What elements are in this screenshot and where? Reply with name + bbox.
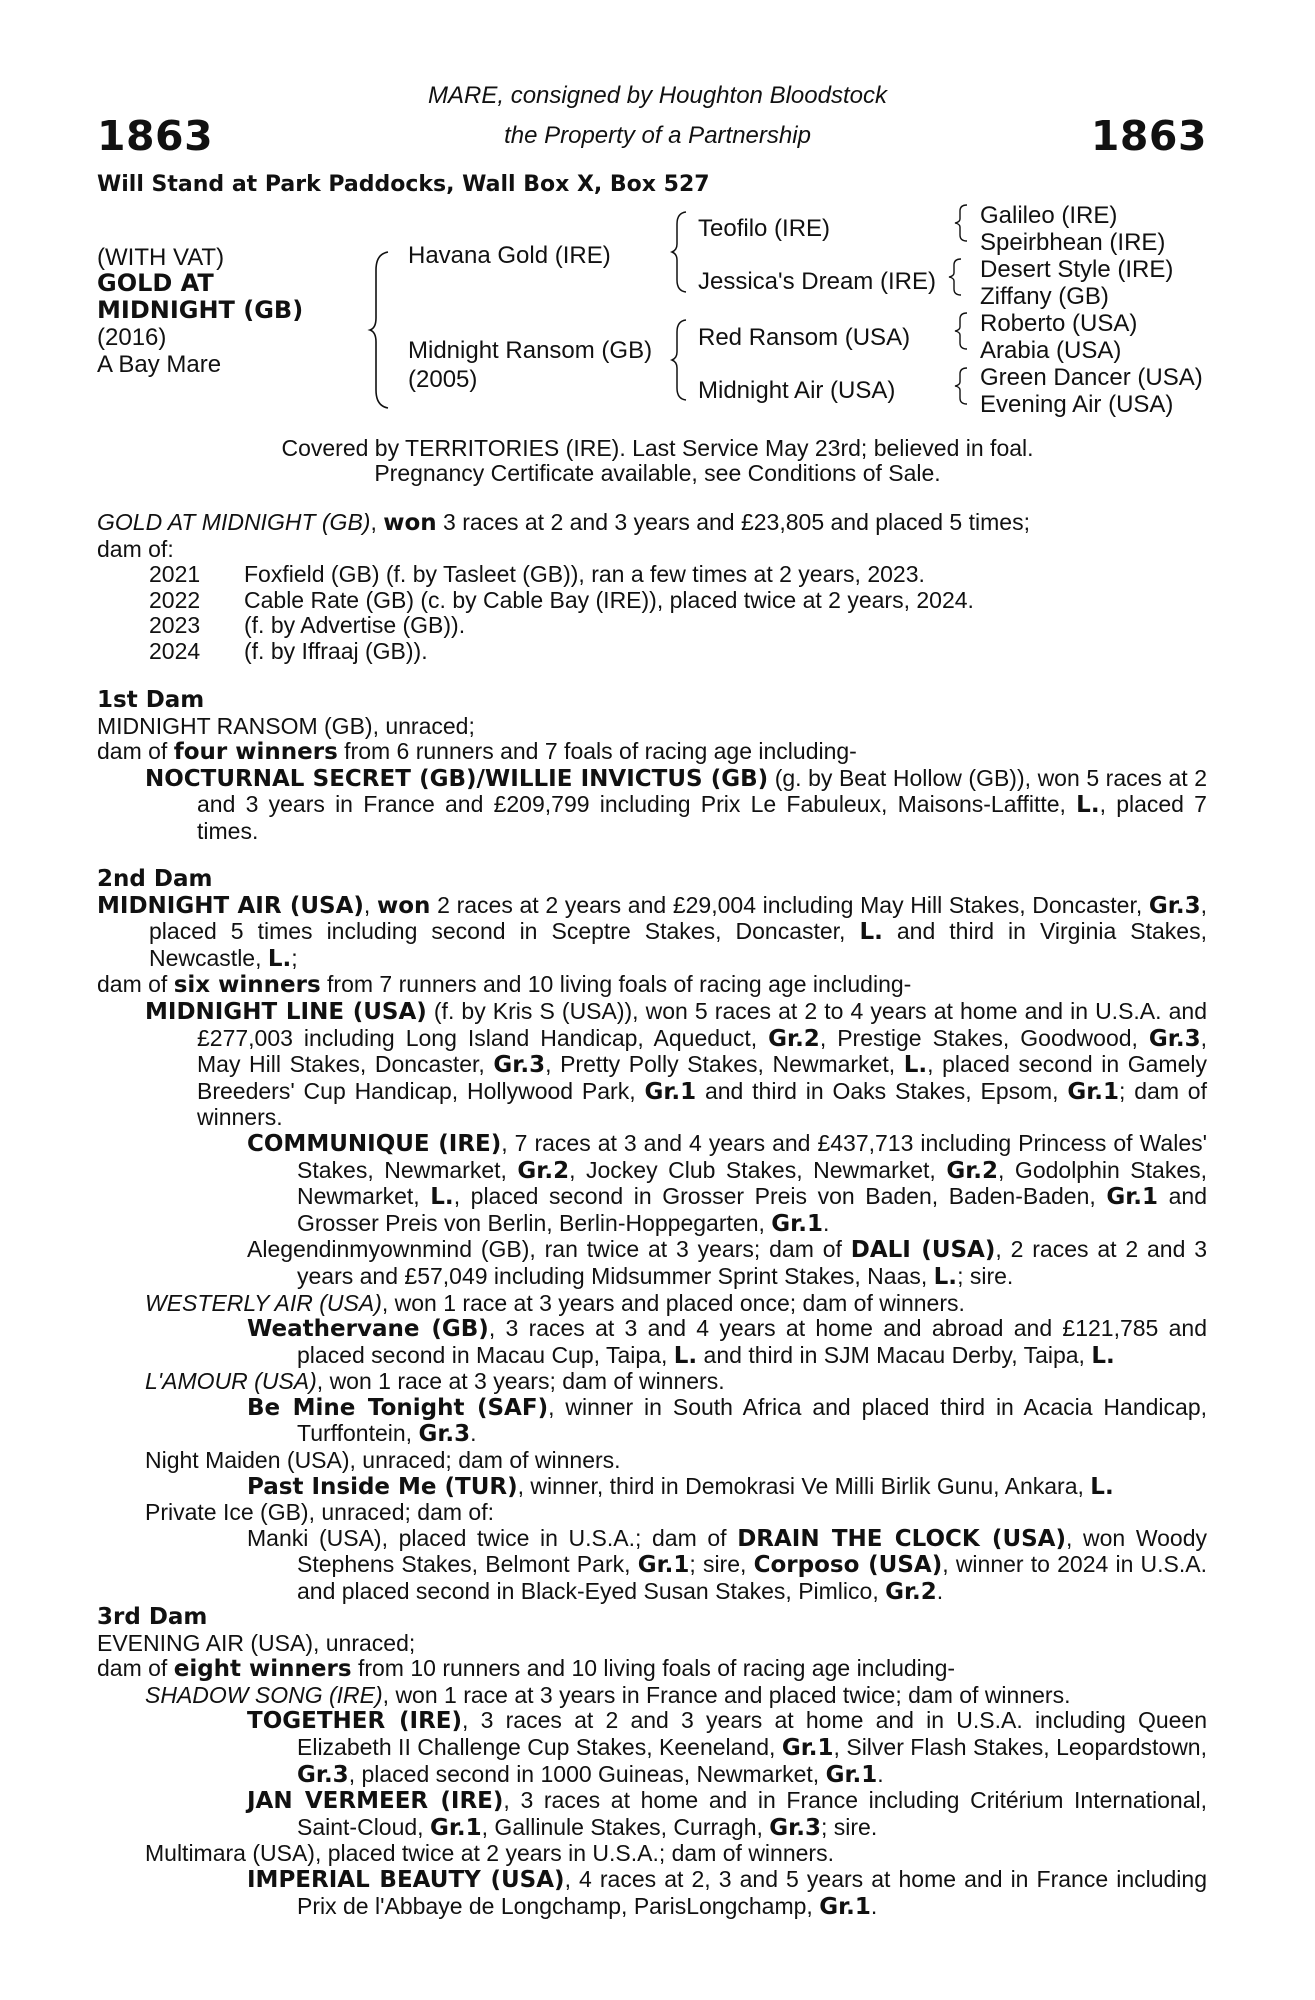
- third-dam-dam-of: dam of eight winners from 10 runners and 10 living foals of racing age including-: [97, 1655, 956, 1683]
- pedigree-dam: Midnight Ransom (GB): [408, 337, 653, 364]
- intro-won: won: [383, 510, 437, 536]
- horse-name-line2: MIDNIGHT (GB): [97, 296, 304, 324]
- pedigree-dam-year: (2005): [408, 366, 478, 393]
- horse-year: (2016): [97, 324, 167, 351]
- multimara-entry: Multimara (USA), placed twice at 2 years in U.S.A.; dam of winners.: [145, 1840, 834, 1867]
- private-ice-entry: Private Ice (GB), unraced; dam of:: [145, 1499, 494, 1526]
- alegendinmyownmind-entry: Alegendinmyownmind (GB), ran twice at 3 years; dam of DALI (USA), 2 races at 2 and 3 years and £57,049 including Midsummer Sprint Stakes, Naas, L.; sire.: [247, 1236, 1208, 1290]
- pedigree-sire-sire: Teofilo (IRE): [698, 215, 831, 242]
- imperial-beauty-entry: IMPERIAL BEAUTY (USA), 4 races at 2, 3 and 5 years at home and in France including Prix de l'Abbaye de Longchamp, ParisLongchamp, Gr.1.: [247, 1865, 1207, 1920]
- stand-location: Will Stand at Park Paddocks, Wall Box X, Box 527: [97, 172, 710, 197]
- intro-horse-name: GOLD AT MIDNIGHT (GB): [97, 509, 371, 535]
- lot-number-left: 1863: [97, 112, 214, 160]
- second-dam-heading: 2nd Dam: [97, 866, 213, 892]
- pedigree-sds: Desert Style (IRE): [980, 256, 1174, 283]
- pedigree-dss: Roberto (USA): [980, 310, 1138, 337]
- produce-year: 2021: [149, 561, 201, 588]
- horse-name-line1: GOLD AT: [97, 269, 214, 297]
- produce-row: [97, 639, 1207, 665]
- pedigree-bracket-dd: [955, 366, 969, 406]
- pedigree-bracket-dam: [672, 318, 690, 402]
- pedigree-ssd: Speirbhean (IRE): [980, 229, 1166, 256]
- third-dam-line: EVENING AIR (USA), unraced;: [97, 1629, 416, 1656]
- produce-text: Cable Rate (GB) (c. by Cable Bay (IRE)), placed twice at 2 years, 2024.: [244, 586, 974, 613]
- pedigree-bracket-ds: [955, 311, 969, 351]
- vat-note: (WITH VAT): [97, 244, 225, 271]
- pedigree-dds: Green Dancer (USA): [980, 364, 1203, 391]
- produce-text: Foxfield (GB) (f. by Tasleet (GB)), ran a few times at 2 years, 2023.: [244, 561, 925, 588]
- lamour-entry: L'AMOUR (USA), won 1 race at 3 years; dam of winners.: [145, 1368, 725, 1395]
- pedigree-bracket-ss: [955, 203, 969, 243]
- first-dam-section: [97, 688, 1207, 845]
- intro-section: [97, 510, 1207, 665]
- produce-year: 2024: [149, 637, 201, 664]
- produce-year: 2022: [149, 586, 201, 613]
- pedigree-dam-dam: Midnight Air (USA): [698, 377, 896, 404]
- pedigree-bracket-main: [370, 250, 394, 410]
- past-inside-me-entry: Past Inside Me (TUR), winner, third in Demokrasi Ve Milli Birlik Gunu, Ankara, L.: [247, 1472, 1114, 1500]
- jan-vermeer-entry: JAN VERMEER (IRE), 3 races at home and in France including Critérium International, Saint-Cloud, Gr.1, Gallinule Stakes, Curragh, Gr.3; sire.: [247, 1787, 1207, 1841]
- pedigree-ddd: Evening Air (USA): [980, 391, 1174, 418]
- covered-line1: Covered by TERRITORIES (IRE). Last Service May 23rd; believed in foal.: [281, 435, 1034, 461]
- third-dam-section: [97, 1605, 1207, 1920]
- night-maiden-entry: Night Maiden (USA), unraced; dam of winners.: [145, 1447, 621, 1474]
- first-dam-nocturnal: NOCTURNAL SECRET (GB)/WILLIE INVICTUS (GB) (g. by Beat Hollow (GB)), won 5 races at 2 and 3 years in France and £209,799 including Prix Le Fabuleux, Maisons-Laffitte, L., placed 7 times.: [145, 764, 1207, 844]
- second-dam-dam-of: dam of six winners from 7 runners and 10 living foals of racing age including-: [97, 971, 912, 999]
- intro-record: 3 races at 2 and 3 years and £23,805 and placed 5 times;: [436, 509, 1030, 535]
- second-dam-section: [97, 867, 1207, 1606]
- first-dam-dam-of: dam of four winners from 6 runners and 7 foals of racing age including-: [97, 738, 857, 766]
- pedigree-bracket-sd: [949, 257, 963, 297]
- produce-row: [97, 562, 1207, 588]
- shadow-song-entry: SHADOW SONG (IRE), won 1 race at 3 years in France and placed twice; dam of winners.: [145, 1681, 1071, 1708]
- produce-text: (f. by Advertise (GB)).: [244, 612, 466, 639]
- pedigree-sire-dam: Jessica's Dream (IRE): [698, 268, 936, 295]
- produce-row: [97, 588, 1207, 614]
- midnight-line-entry: MIDNIGHT LINE (USA) (f. by Kris S (USA)), won 5 races at 2 to 4 years at home and in U.S.A. and £277,003 including Long Island Handicap, Aqueduct, Gr.2, Prestige Stakes, Goodwood, Gr.3, May Hill Stakes, Doncaster, Gr.3, Pretty Polly Stakes, Newmarket, L., placed second in Gamely Breeders' Cup Handicap, Hollywood Park, Gr.1 and third in Oaks Stakes, Epsom, Gr.1; dam of winners.: [145, 997, 1207, 1131]
- pedigree-dsd: Arabia (USA): [980, 337, 1122, 364]
- weathervane-entry: Weathervane (GB), 3 races at 3 and 4 years at home and abroad and £121,785 and placed second in Macau Cup, Taipa, L. and third in SJM Macau Derby, Taipa, L.: [247, 1315, 1208, 1369]
- together-entry: TOGETHER (IRE), 3 races at 2 and 3 years at home and in U.S.A. including Queen Elizabeth II Challenge Cup Stakes, Keeneland, Gr.1, Silver Flash Stakes, Leopardstown, Gr.3, placed second in 1000 Guineas, Newmarket, Gr.1.: [247, 1707, 1207, 1788]
- pedigree-bracket-sire: [672, 210, 690, 294]
- pedigree-sdd: Ziffany (GB): [980, 283, 1109, 310]
- covered-line2: Pregnancy Certificate available, see Conditions of Sale.: [374, 460, 941, 486]
- be-mine-tonight-entry: Be Mine Tonight (SAF), winner in South Africa and placed third in Acacia Handicap, Turffontein, Gr.3.: [247, 1393, 1207, 1448]
- pedigree-dam-sire: Red Ransom (USA): [698, 324, 911, 351]
- pedigree-sire: Havana Gold (IRE): [408, 242, 611, 269]
- produce-text: (f. by Iffraaj (GB)).: [244, 637, 428, 664]
- first-dam-line: MIDNIGHT RANSOM (GB), unraced;: [97, 712, 475, 739]
- communique-entry: COMMUNIQUE (IRE), 7 races at 3 and 4 years and £437,713 including Princess of Wales' Stakes, Newmarket, Gr.2, Jockey Club Stakes, Newmarket, Gr.2, Godolphin Stakes, Newmarket, L., placed second in Grosser Preis von Baden, Baden-Baden, Gr.1 and Grosser Preis von Berlin, Berlin-Hoppegarten, Gr.1.: [247, 1129, 1208, 1237]
- horse-description: A Bay Mare: [97, 351, 222, 378]
- first-dam-heading: 1st Dam: [97, 687, 205, 713]
- produce-row: [97, 613, 1207, 639]
- westerly-air-entry: WESTERLY AIR (USA), won 1 race at 3 years and placed once; dam of winners.: [145, 1289, 965, 1316]
- manki-entry: Manki (USA), placed twice in U.S.A.; dam of DRAIN THE CLOCK (USA), won Woody Stephens Stakes, Belmont Park, Gr.1; sire, Corposo (USA), winner to 2024 in U.S.A. and placed second in Black-Eyed Susan Stakes, Pimlico, Gr.2.: [247, 1524, 1208, 1606]
- produce-year: 2023: [149, 612, 201, 639]
- second-dam-record: MIDNIGHT AIR (USA), won 2 races at 2 years and £29,004 including May Hill Stakes, Doncaster, Gr.3, placed 5 times including second in Sceptre Stakes, Doncaster, L. and third in Virginia Stakes, Newcastle, L.;: [97, 891, 1207, 972]
- lot-number-right: 1863: [1090, 112, 1207, 160]
- header-property: the Property of a Partnership: [504, 122, 811, 149]
- intro-dam-of: dam of:: [97, 535, 174, 562]
- third-dam-heading: 3rd Dam: [97, 1604, 208, 1630]
- pedigree-sss: Galileo (IRE): [980, 202, 1118, 229]
- intro-line: GOLD AT MIDNIGHT (GB), won 3 races at 2 and 3 years and £23,805 and placed 5 times;: [97, 509, 1030, 536]
- header-consignor: MARE, consigned by Houghton Bloodstock: [428, 82, 887, 109]
